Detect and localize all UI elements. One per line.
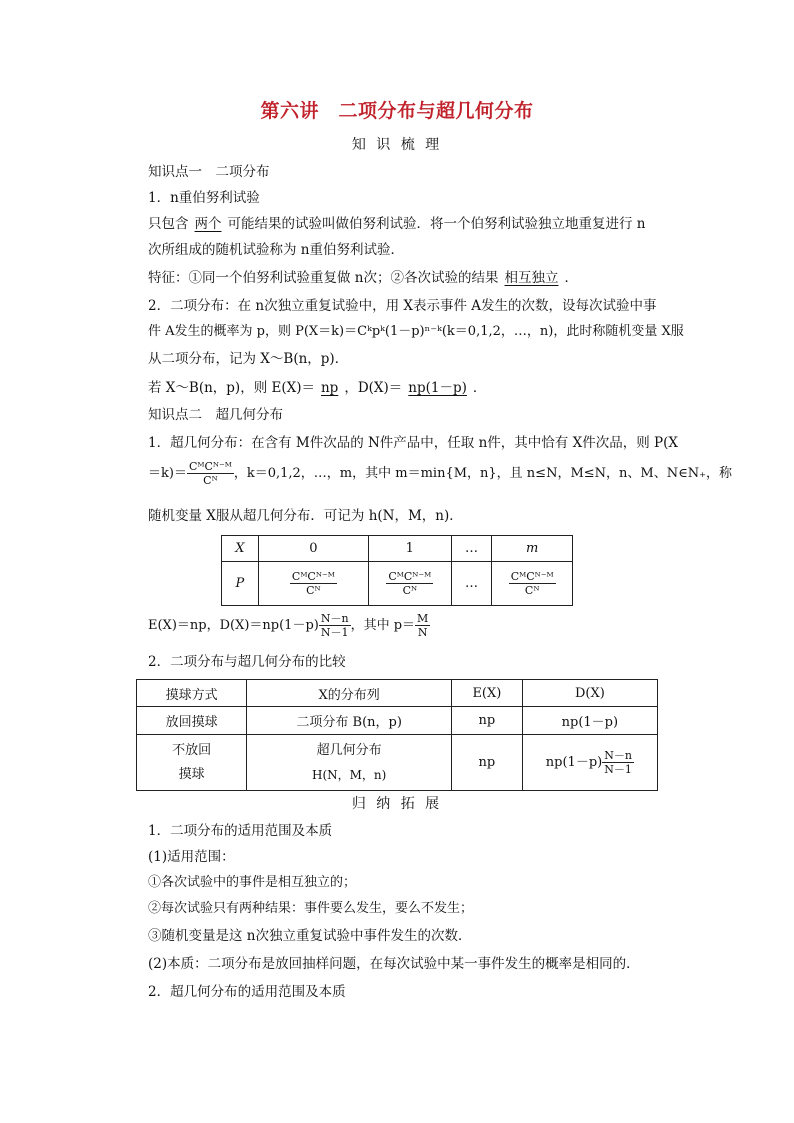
formula-fraction: [290, 570, 337, 597]
kp2-heading: 知识点二 超几何分布: [148, 407, 283, 423]
table-cell: np: [452, 735, 523, 791]
table-header: 摸球方式: [137, 680, 247, 707]
table-cell: [258, 562, 368, 606]
fraction-numerator: CᴹCᴺ⁻ᴹ: [291, 570, 335, 583]
cell-text: 超几何分布: [316, 742, 382, 758]
text: 若 X～B(n，p)，则 E(X)＝: [148, 380, 315, 396]
kp1-s2-line2: 件 A发生的概率为 p，则 P(X＝k)＝Cᵏpᵏ(1－p)ⁿ⁻ᵏ(k＝0,1,2，…，n)，此时称随机变量 X服: [148, 324, 684, 339]
fraction-denominator: N: [417, 626, 428, 639]
table-header-x: [222, 536, 259, 562]
text: ＝k)＝: [148, 466, 187, 481]
section-heading-expand: 归 纳 拓 展: [351, 796, 443, 812]
kp1-heading: 知识点一 二项分布: [148, 164, 270, 180]
text: ，D(X)＝: [344, 380, 403, 396]
text: ，其中 p＝: [350, 618, 416, 633]
fraction-denominator: N－1: [604, 763, 632, 776]
fraction-numerator: M: [417, 612, 429, 625]
table-cell: [369, 562, 452, 606]
table-cell: np: [452, 707, 523, 735]
kp1-s1-line2: 次所组成的随机试验称为 n重伯努利试验．: [148, 242, 404, 258]
fill-blank: np: [320, 380, 339, 396]
formula-fraction: [602, 749, 634, 776]
kp1-s2-line1: 2．二项分布：在 n次独立重复试验中，用 X表示事件 A发生的次数，设每次试验中事: [148, 298, 657, 314]
fill-blank: 两个: [194, 216, 222, 232]
fill-blank: 相互独立: [504, 270, 559, 286]
cell-text: P: [235, 576, 245, 591]
table-cell: 0: [258, 536, 368, 562]
expand-e1-item2: ②每次试验只有两种结果：事件要么发生，要么不发生；: [148, 901, 474, 916]
kp2-expectation-line: [148, 612, 430, 639]
kp1-s2-line4: [148, 378, 486, 398]
expand-e1-sub1: (1)适用范围：: [148, 849, 235, 865]
kp1-s1-line1: [148, 214, 646, 234]
comparison-table: [136, 679, 658, 791]
table-cell: [492, 536, 573, 562]
formula-fraction: [319, 612, 351, 639]
cell-text: np(1－p): [545, 755, 603, 770]
table-cell: [137, 735, 247, 791]
table-cell: …: [451, 536, 492, 562]
formula-fraction: [386, 570, 433, 597]
text: 只包含: [148, 216, 189, 232]
expand-e1-item1: ①各次试验中的事件是相互独立的；: [148, 875, 357, 890]
expand-e1-item3: ③随机变量是这 n次独立重复试验中事件发生的次数．: [148, 928, 472, 944]
distribution-table: [221, 535, 573, 606]
fraction-numerator: CᴹCᴺ⁻ᴹ: [388, 570, 432, 583]
text: 可能结果的试验叫做伯努利试验．将一个伯努利试验独立地重复进行 n: [227, 216, 646, 232]
text: 特征：①同一个伯努利试验重复做 n次；②各次试验的结果: [148, 270, 499, 286]
fraction-numerator: N－n: [604, 749, 632, 762]
fill-blank: np(1－p): [408, 380, 467, 396]
table-cell: [492, 562, 573, 606]
cell-text: H(N，M，n): [311, 767, 387, 782]
fraction-denominator: Cᴺ: [306, 584, 321, 597]
table-header: X的分布列: [247, 680, 452, 707]
formula-fraction: [415, 612, 430, 639]
text: ．: [472, 380, 487, 396]
fraction-numerator: CᴹCᴺ⁻ᴹ: [188, 460, 232, 473]
kp2-s1-line1: 1．超几何分布：在含有 M件次品的 N件产品中，任取 n件，其中恰有 X件次品，则 P(X: [148, 435, 678, 451]
table-header-p: [222, 562, 259, 606]
table-cell: 1: [369, 536, 452, 562]
table-cell: …: [451, 562, 492, 606]
kp2-s1-line3: 随机变量 X服从超几何分布．可记为 h(N，M，n)．: [148, 508, 463, 524]
kp1-s2-line3: 从二项分布，记为 X～B(n，p)．: [148, 351, 349, 367]
text: ，k＝0,1,2，…，m，其中 m＝min{M，n}，且 n≤N，M≤N，n、M、N∈N₊，称: [233, 466, 732, 481]
table-cell: [522, 735, 657, 791]
cell-text: m: [526, 541, 539, 556]
fraction-denominator: Cᴺ: [524, 584, 540, 597]
table-cell: np(1－p): [522, 707, 657, 735]
page-title: 第六讲 二项分布与超几何分布: [260, 100, 534, 122]
table-cell: 二项分布 B(n，p): [247, 707, 452, 735]
fraction-denominator: Cᴺ: [402, 584, 418, 597]
fraction-numerator: CᴹCᴺ⁻ᴹ: [510, 570, 554, 583]
table-cell: [247, 735, 452, 791]
kp2-s2-title: 2．二项分布与超几何分布的比较: [148, 654, 346, 670]
expand-e2-title: 2．超几何分布的适用范围及本质: [148, 984, 346, 1000]
cell-text: X: [235, 541, 245, 556]
table-header: D(X): [522, 680, 657, 707]
kp2-s1-line2: [148, 460, 732, 487]
table-header: E(X): [452, 680, 523, 707]
formula-fraction: [509, 570, 556, 597]
cell-text: 摸球: [178, 766, 205, 782]
section-heading-review: 知 识 梳 理: [351, 137, 443, 153]
fraction-numerator: N－n: [320, 612, 349, 625]
expand-e1-sub2: (2)本质：二项分布是放回抽样问题，在每次试验中某一事件发生的概率是相同的．: [148, 956, 640, 972]
cell-text: 不放回: [172, 742, 212, 758]
text: ．: [564, 270, 578, 286]
text: E(X)＝np，D(X)＝np(1－p): [148, 618, 319, 633]
kp1-s1-feature: [148, 268, 578, 288]
fraction-denominator: N－1: [320, 626, 349, 639]
formula-fraction: [187, 460, 234, 487]
expand-e1-title: 1．二项分布的适用范围及本质: [148, 823, 333, 839]
table-cell: 放回摸球: [137, 707, 247, 735]
fraction-denominator: Cᴺ: [203, 474, 218, 487]
kp1-s1-title: 1．n重伯努利试验: [148, 190, 260, 206]
